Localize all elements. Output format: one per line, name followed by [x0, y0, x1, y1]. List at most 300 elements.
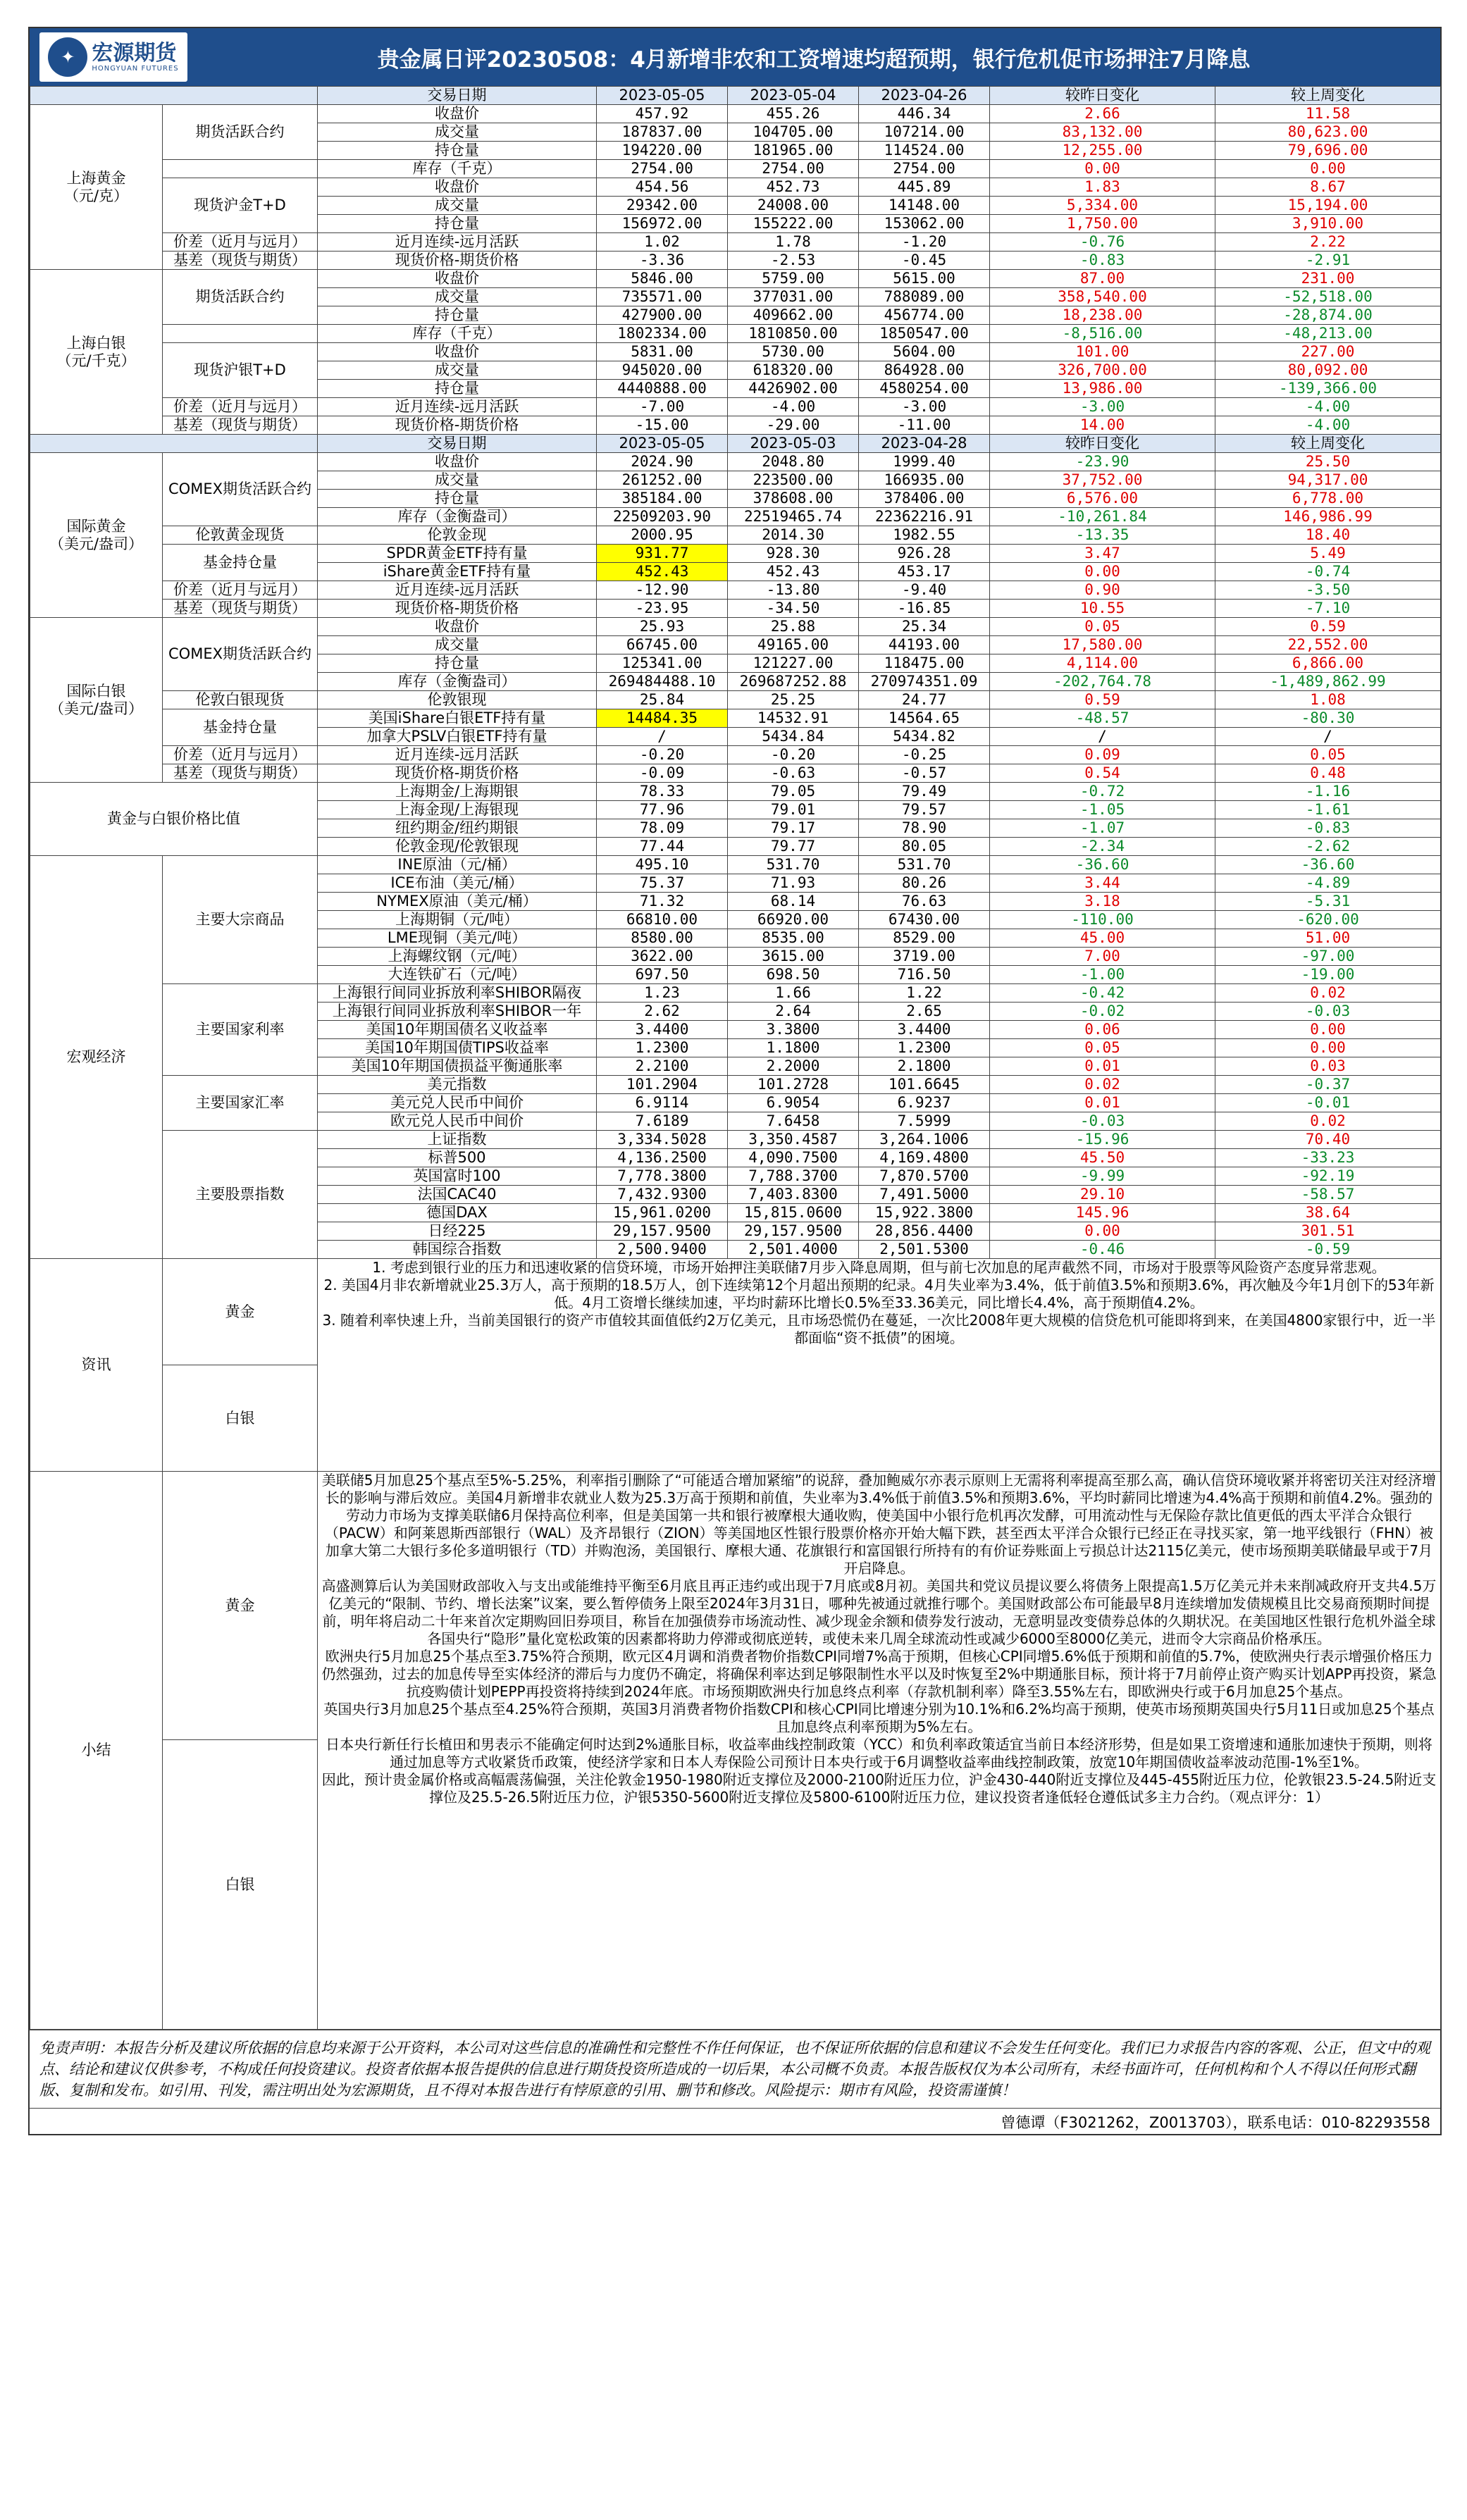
- row-item-label: 近月连续-远月活跃: [318, 398, 597, 416]
- row-value: 227.00: [1215, 343, 1441, 361]
- row-value: -0.20: [597, 746, 728, 764]
- row-value: 14532.91: [728, 709, 859, 728]
- row-value: 452.43: [597, 563, 728, 581]
- row-item-label: iShare黄金ETF持有量: [318, 563, 597, 581]
- row-value: 3622.00: [597, 948, 728, 966]
- row-value: 80.26: [859, 874, 990, 893]
- logo-subtitle: HONGYUAN FUTURES: [92, 64, 179, 73]
- group-label: 宏观经济: [30, 856, 163, 1259]
- row-item-label: 现货价格-期货价格: [318, 764, 597, 783]
- row-item-label: 成交量: [318, 288, 597, 306]
- row-value: -2.62: [1215, 838, 1441, 856]
- row-value: -9.99: [990, 1167, 1215, 1186]
- row-value: 1.66: [728, 984, 859, 1003]
- row-value: 5,334.00: [990, 197, 1215, 215]
- row-value: 1810850.00: [728, 325, 859, 343]
- subgroup-label: 现货沪金T+D: [163, 178, 318, 233]
- row-value: 14.00: [990, 416, 1215, 435]
- row-value: 6,866.00: [1215, 654, 1441, 673]
- row-value: 67430.00: [859, 911, 990, 929]
- row-item-label: NYMEX原油（美元/桶）: [318, 893, 597, 911]
- row-value: 446.34: [859, 105, 990, 123]
- row-value: 22,552.00: [1215, 636, 1441, 654]
- row-item-label: 标普500: [318, 1149, 597, 1167]
- row-value: 2.65: [859, 1003, 990, 1021]
- row-value: 2,501.5300: [859, 1241, 990, 1259]
- row-value: 121227.00: [728, 654, 859, 673]
- row-item-label: 纽约期金/纽约期银: [318, 819, 597, 838]
- row-item-label: 美国iShare白银ETF持有量: [318, 709, 597, 728]
- row-value: 0.05: [1215, 746, 1441, 764]
- table-row: [30, 581, 1441, 600]
- row-value: 7,788.3700: [728, 1167, 859, 1186]
- row-value: -0.03: [990, 1112, 1215, 1131]
- row-value: 5730.00: [728, 343, 859, 361]
- row-value: -11.00: [859, 416, 990, 435]
- header-col: 较上周变化: [1215, 435, 1441, 453]
- row-value: 15,961.0200: [597, 1204, 728, 1222]
- row-value: 45.50: [990, 1149, 1215, 1167]
- row-value: 68.14: [728, 893, 859, 911]
- row-value: 531.70: [728, 856, 859, 874]
- table-row: [30, 105, 1441, 123]
- row-value: 697.50: [597, 966, 728, 984]
- table-row: [30, 545, 1441, 563]
- row-value: -0.76: [990, 233, 1215, 252]
- row-item-label: 美国10年期国债损益平衡通胀率: [318, 1057, 597, 1076]
- row-value: 0.54: [990, 764, 1215, 783]
- row-value: 0.59: [990, 691, 1215, 709]
- row-value: 788089.00: [859, 288, 990, 306]
- row-value: -0.37: [1215, 1076, 1441, 1094]
- row-value: 1802334.00: [597, 325, 728, 343]
- row-item-label: 上海期铜（元/吨）: [318, 911, 597, 929]
- row-value: 4,169.4800: [859, 1149, 990, 1167]
- row-item-label: 收盘价: [318, 270, 597, 288]
- row-value: 14564.65: [859, 709, 990, 728]
- row-value: -7.00: [597, 398, 728, 416]
- row-value: /: [597, 728, 728, 746]
- row-value: 3.3800: [728, 1021, 859, 1039]
- row-value: 79.77: [728, 838, 859, 856]
- row-value: 0.00: [1215, 1021, 1441, 1039]
- header-col: 较昨日变化: [990, 87, 1215, 105]
- row-value: 44193.00: [859, 636, 990, 654]
- row-value: 87.00: [990, 270, 1215, 288]
- row-value: 7,432.9300: [597, 1186, 728, 1204]
- row-value: 3.4400: [597, 1021, 728, 1039]
- row-value: 78.09: [597, 819, 728, 838]
- group-label: 上海白银 （元/千克）: [30, 270, 163, 435]
- row-value: 76.63: [859, 893, 990, 911]
- row-value: 2754.00: [728, 160, 859, 178]
- row-value: 24008.00: [728, 197, 859, 215]
- subgroup-label: 主要国家汇率: [163, 1076, 318, 1131]
- info-gold-label: 黄金: [163, 1259, 318, 1365]
- row-value: -0.72: [990, 783, 1215, 801]
- row-value: 153062.00: [859, 215, 990, 233]
- row-item-label: 上海期金/上海期银: [318, 783, 597, 801]
- row-value: -3.50: [1215, 581, 1441, 600]
- row-value: 104705.00: [728, 123, 859, 142]
- row-value: 28,856.4400: [859, 1222, 990, 1241]
- row-value: 101.2904: [597, 1076, 728, 1094]
- row-value: 94,317.00: [1215, 471, 1441, 490]
- row-value: 8.67: [1215, 178, 1441, 197]
- row-value: 194220.00: [597, 142, 728, 160]
- row-value: 75.37: [597, 874, 728, 893]
- row-value: 5846.00: [597, 270, 728, 288]
- row-item-label: 德国DAX: [318, 1204, 597, 1222]
- header-blank: [30, 435, 318, 453]
- row-value: 385184.00: [597, 490, 728, 508]
- row-value: 29,157.9500: [728, 1222, 859, 1241]
- row-value: -12.90: [597, 581, 728, 600]
- header-col: 2023-04-28: [859, 435, 990, 453]
- header-col: 2023-05-03: [728, 435, 859, 453]
- info-text: 1. 考虑到银行业的压力和迅速收紧的信贷环境，市场开始押注美联储7月步入降息周期，但与前七次加息的尾声截然不同，市场对于股票等风险资产态度异常悲观。 2. 美国4月非农新增就业25.3万人，高于预期的18.5万人，创下连续第12个月超出预期的纪录。4月失业率为3.4%，低于前值3.5%和预期3.6%，再次触及今年1月创下的53年新低。4月工资增长继续加速，平均时薪环比增长0.5%至33.36美元，同比增长4.4%，高于预期值4.2%。 3. 随着利率快速上升，当前美国银行的资产市值较其面值低约2万亿美元，且市场恐慌仍在蔓延，一次比2008年更大规模的信贷危机可能即将到来，在美国4800家银行中，近一半都面临“资不抵债”的困境。: [318, 1259, 1441, 1472]
- row-value: 146,986.99: [1215, 508, 1441, 526]
- row-value: 698.50: [728, 966, 859, 984]
- row-item-label: 伦敦金现: [318, 526, 597, 545]
- row-value: 5759.00: [728, 270, 859, 288]
- row-value: -0.57: [859, 764, 990, 783]
- row-value: 2.2100: [597, 1057, 728, 1076]
- row-value: 4,114.00: [990, 654, 1215, 673]
- row-value: 66810.00: [597, 911, 728, 929]
- row-value: 5.49: [1215, 545, 1441, 563]
- row-value: 7,491.5000: [859, 1186, 990, 1204]
- row-value: 2,500.9400: [597, 1241, 728, 1259]
- row-value: 4,136.2500: [597, 1149, 728, 1167]
- row-item-label: SPDR黄金ETF持有量: [318, 545, 597, 563]
- subgroup-label: 基金持仓量: [163, 545, 318, 581]
- subgroup-label: 基差（现货与期货）: [163, 764, 318, 783]
- row-value: 22519465.74: [728, 508, 859, 526]
- row-item-label: 美元兑人民币中间价: [318, 1094, 597, 1112]
- row-value: 0.00: [1215, 160, 1441, 178]
- row-item-label: 美国10年期国债TIPS收益率: [318, 1039, 597, 1057]
- table-row: [30, 252, 1441, 270]
- header-col: 较上周变化: [1215, 87, 1441, 105]
- row-value: 3,264.1006: [859, 1131, 990, 1149]
- company-logo: [39, 32, 187, 82]
- row-value: 358,540.00: [990, 288, 1215, 306]
- row-value: -36.60: [1215, 856, 1441, 874]
- row-item-label: 现货价格-期货价格: [318, 416, 597, 435]
- row-value: 0.48: [1215, 764, 1441, 783]
- row-item-label: 持仓量: [318, 306, 597, 325]
- header-trade-date: 交易日期: [318, 87, 597, 105]
- row-value: 0.01: [990, 1057, 1215, 1076]
- row-value: 2.2000: [728, 1057, 859, 1076]
- row-value: 0.06: [990, 1021, 1215, 1039]
- row-value: -48,213.00: [1215, 325, 1441, 343]
- subgroup-label: 现货沪银T+D: [163, 343, 318, 398]
- row-value: 5615.00: [859, 270, 990, 288]
- table-row: [30, 398, 1441, 416]
- header-col: 较昨日变化: [990, 435, 1215, 453]
- row-value: 269484488.10: [597, 673, 728, 691]
- row-value: -19.00: [1215, 966, 1441, 984]
- row-value: 79.57: [859, 801, 990, 819]
- row-value: 45.00: [990, 929, 1215, 948]
- row-value: 79.05: [728, 783, 859, 801]
- row-value: 455.26: [728, 105, 859, 123]
- row-value: 25.50: [1215, 453, 1441, 471]
- row-value: -48.57: [990, 709, 1215, 728]
- row-value: 7,778.3800: [597, 1167, 728, 1186]
- row-value: 618320.00: [728, 361, 859, 380]
- row-value: 301.51: [1215, 1222, 1441, 1241]
- row-value: 4580254.00: [859, 380, 990, 398]
- row-value: 118475.00: [859, 654, 990, 673]
- row-item-label: 现货价格-期货价格: [318, 252, 597, 270]
- row-value: 7,403.8300: [728, 1186, 859, 1204]
- row-value: /: [990, 728, 1215, 746]
- row-value: -7.10: [1215, 600, 1441, 618]
- subgroup-label: 伦敦白银现货: [163, 691, 318, 709]
- row-item-label: 成交量: [318, 197, 597, 215]
- row-value: 79,696.00: [1215, 142, 1441, 160]
- row-value: 0.90: [990, 581, 1215, 600]
- row-value: 2.1800: [859, 1057, 990, 1076]
- header-col: 2023-05-04: [728, 87, 859, 105]
- row-value: 409662.00: [728, 306, 859, 325]
- row-value: 2014.30: [728, 526, 859, 545]
- row-value: -1.07: [990, 819, 1215, 838]
- row-value: 269687252.88: [728, 673, 859, 691]
- row-value: 29.10: [990, 1186, 1215, 1204]
- header-col: 2023-05-05: [597, 87, 728, 105]
- row-value: 5434.84: [728, 728, 859, 746]
- row-item-label: 上海银行间同业拆放利率SHIBOR一年: [318, 1003, 597, 1021]
- row-value: 378608.00: [728, 490, 859, 508]
- row-value: 1.78: [728, 233, 859, 252]
- row-value: -15.96: [990, 1131, 1215, 1149]
- row-value: 101.00: [990, 343, 1215, 361]
- row-value: 7.5999: [859, 1112, 990, 1131]
- row-value: 15,815.0600: [728, 1204, 859, 1222]
- info-label: 资讯: [30, 1259, 163, 1472]
- row-value: 80.05: [859, 838, 990, 856]
- row-value: 0.05: [990, 1039, 1215, 1057]
- row-value: 8529.00: [859, 929, 990, 948]
- table-row: [30, 1131, 1441, 1149]
- row-value: 716.50: [859, 966, 990, 984]
- row-value: 12,255.00: [990, 142, 1215, 160]
- row-value: 187837.00: [597, 123, 728, 142]
- row-value: 0.00: [990, 563, 1215, 581]
- row-value: 3719.00: [859, 948, 990, 966]
- row-value: 145.96: [990, 1204, 1215, 1222]
- row-item-label: 上海螺纹钢（元/吨）: [318, 948, 597, 966]
- row-value: 29342.00: [597, 197, 728, 215]
- row-value: -4.00: [1215, 416, 1441, 435]
- row-value: 223500.00: [728, 471, 859, 490]
- row-value: 79.49: [859, 783, 990, 801]
- row-value: -16.85: [859, 600, 990, 618]
- row-value: 378406.00: [859, 490, 990, 508]
- row-item-label: 日经225: [318, 1222, 597, 1241]
- row-value: 0.01: [990, 1094, 1215, 1112]
- subgroup-label: 伦敦黄金现货: [163, 526, 318, 545]
- row-value: -13.80: [728, 581, 859, 600]
- row-value: 427900.00: [597, 306, 728, 325]
- row-value: 14484.35: [597, 709, 728, 728]
- table-row: [30, 709, 1441, 728]
- row-value: 78.90: [859, 819, 990, 838]
- row-value: 3,334.5028: [597, 1131, 728, 1149]
- row-value: 1850547.00: [859, 325, 990, 343]
- table-row: [30, 746, 1441, 764]
- row-value: 2.62: [597, 1003, 728, 1021]
- row-item-label: 库存（千克）: [318, 325, 597, 343]
- header-trade-date: 交易日期: [318, 435, 597, 453]
- row-value: 1.2300: [859, 1039, 990, 1057]
- table-row: [30, 600, 1441, 618]
- row-value: 1,750.00: [990, 215, 1215, 233]
- table-row: [30, 526, 1441, 545]
- summary-section: [30, 1472, 1441, 1740]
- table-row: [30, 233, 1441, 252]
- row-value: 66920.00: [728, 911, 859, 929]
- row-value: 80,092.00: [1215, 361, 1441, 380]
- summary-text: 美联储5月加息25个基点至5%-5.25%，利率指引删除了“可能适合增加紧缩”的说辞，叠加鲍威尔亦表示原则上无需将利率提高至那么高，确认信贷环境收紧并将密切关注对经济增长的影响与滞后效应。美国4月新增非农就业人数为25.3万高于预期和前值，失业率为3.4%低于前值3.5%和预期3.6%，平均时薪同比增速为4.4%高于预期和前值4.2%。强劲的劳动力市场为支撑美联储6月保持高位利率，但是美国第一共和银行被摩根大通收购，使美国中小银行危机再次发酵，可用流动性与无保险存款比值更低的西太平洋合众银行（PACW）和阿莱恩斯西部银行（WAL）及齐昂银行（ZION）等美国地区性银行股票价格亦开始大幅下跌，甚至西太平洋合众银行已经正在寻找买家，第一地平线银行（FHN）被加拿大第二大银行多伦多道明银行（TD）并购泡汤，美国银行、摩根大通、花旗银行和富国银行所持有的有价证券账面上亏损总计达2115亿美元，使市场预期美联储最早或于7月开启降息。 高盛测算后认为美国财政部收入与支出或能维持平衡至6月底且再正违约或出现于7月底或8月初。美国共和党议员提议要么将债务上限提高1.5万亿美元并未来削减政府开支共4.5万亿美元的“限制、节约、增长法案”议案，要么暂停债务上限至2024年3月31日，哪种先被通过就推行哪个。美国财政部公布可能最早8月连续增加发债规模且比交易商预期时间提前，明年将启动二十年来首次定期购回旧券项目，称旨在加强债券市场流动性、减少现金余额和债券发行波动，无意明显改变债券总体的久期状况。在美国地区性银行危机外溢全球各国央行“隐形”量化宽松政策的因素都将助力停滞或彻底逆转，或使未来几周全球流动性或减少6000至8000亿美元，进而令大宗商品价格承压。 欧洲央行5月加息25个基点至3.75%符合预期，欧元区4月调和消费者物价指数CPI同增7%高于预期，但核心CPI同增5.6%低于预期和前值的5.7%，使欧洲央行表示增强价格压力仍然强劲，过去的加息传导至实体经济的滞后与力度仍不确定，将确保利率达到足够限制性水平以及时恢复至2%中期通胀目标，预计将于7月前停止资产购买计划APP再投资，紧急抗疫购债计划PEPP再投资将持续到2024年底。市场预期欧洲央行加息终点利率（存款机制利率）降至3.55%左右，即欧洲央行或于6月加息25个基点。 英国央行3月加息25个基点至4.25%符合预期，英国3月消费者物价指数CPI和核心CPI同比增速分别为10.1%和6.2%均高于预期，使英市场预期英国央行5月11日或加息25个基点且加息终点利率预期为5%左右。 日本央行新任行长植田和男表示不能确定何时达到2%通胀目标，收益率曲线控制政策（YCC）和负利率政策适宜当前日本经济形势，但是如果工资增速和通胀加速快于预期，则将通过加息等方式收紧货币政策，使经济学家和日本人寿保险公司预计日本央行或于6月调整收益率曲线控制政策，放宽10年期国债收益率波动范围-1%至1%。 因此，预计贵金属价格或高幅震荡偏强，关注伦敦金1950-1980附近支撑位及2000-2100附近压力位，沪金430-440附近支撑位及445-455附近压力位，伦敦银23.5-24.5附近支撑位及25.5-26.5附近压力位，沪银5350-5600附近支撑位及5800-6100附近压力位，建议投资者逢低轻仓遵低试多主力合约。（观点评分：1）: [318, 1472, 1441, 2030]
- row-value: 114524.00: [859, 142, 990, 160]
- row-value: -36.60: [990, 856, 1215, 874]
- row-value: 452.43: [728, 563, 859, 581]
- row-value: 6.9114: [597, 1094, 728, 1112]
- subgroup-label: 期货活跃合约: [163, 270, 318, 325]
- row-value: 457.92: [597, 105, 728, 123]
- group-label: 国际黄金 （美元/盎司）: [30, 453, 163, 618]
- row-value: -33.23: [1215, 1149, 1441, 1167]
- row-value: -0.25: [859, 746, 990, 764]
- row-value: -4.00: [728, 398, 859, 416]
- row-value: -1.05: [990, 801, 1215, 819]
- row-value: 231.00: [1215, 270, 1441, 288]
- row-item-label: LME现铜（美元/吨）: [318, 929, 597, 948]
- table-row: [30, 764, 1441, 783]
- row-value: -0.83: [1215, 819, 1441, 838]
- row-value: -9.40: [859, 581, 990, 600]
- row-value: -58.57: [1215, 1186, 1441, 1204]
- row-value: 78.33: [597, 783, 728, 801]
- summary-gold-label: 黄金: [163, 1472, 318, 1740]
- row-value: 0.09: [990, 746, 1215, 764]
- row-value: 3,350.4587: [728, 1131, 859, 1149]
- row-value: 15,922.3800: [859, 1204, 990, 1222]
- row-value: 14148.00: [859, 197, 990, 215]
- subgroup-label: 主要股票指数: [163, 1131, 318, 1259]
- row-value: -3.00: [990, 398, 1215, 416]
- row-item-label: 伦敦金现/伦敦银现: [318, 838, 597, 856]
- row-item-label: 近月连续-远月活跃: [318, 233, 597, 252]
- subgroup-label: 主要国家利率: [163, 984, 318, 1076]
- row-value: 1.08: [1215, 691, 1441, 709]
- row-value: 1999.40: [859, 453, 990, 471]
- row-value: 6,778.00: [1215, 490, 1441, 508]
- row-value: 25.84: [597, 691, 728, 709]
- info-silver-label: 白银: [163, 1365, 318, 1472]
- row-value: 25.88: [728, 618, 859, 636]
- subgroup-label: 基差（现货与期货）: [163, 252, 318, 270]
- row-value: 49165.00: [728, 636, 859, 654]
- row-value: 2.66: [990, 105, 1215, 123]
- row-value: 66745.00: [597, 636, 728, 654]
- subgroup-label: 价差（近月与远月）: [163, 398, 318, 416]
- row-value: 7.6189: [597, 1112, 728, 1131]
- table-row: [30, 1076, 1441, 1094]
- row-value: 79.17: [728, 819, 859, 838]
- row-value: 2.64: [728, 1003, 859, 1021]
- row-value: 0.02: [1215, 1112, 1441, 1131]
- row-value: 3.4400: [859, 1021, 990, 1039]
- row-value: 1.83: [990, 178, 1215, 197]
- subgroup-label: 期货活跃合约: [163, 105, 318, 160]
- row-value: -0.03: [1215, 1003, 1441, 1021]
- row-value: -0.20: [728, 746, 859, 764]
- row-value: -52,518.00: [1215, 288, 1441, 306]
- table-row: [30, 691, 1441, 709]
- row-value: 3.44: [990, 874, 1215, 893]
- row-value: 3,910.00: [1215, 215, 1441, 233]
- row-value: 3615.00: [728, 948, 859, 966]
- row-value: 0.00: [990, 160, 1215, 178]
- row-value: 452.73: [728, 178, 859, 197]
- row-value: 456774.00: [859, 306, 990, 325]
- row-item-label: 持仓量: [318, 142, 597, 160]
- row-value: 7.6458: [728, 1112, 859, 1131]
- row-value: -15.00: [597, 416, 728, 435]
- row-value: 495.10: [597, 856, 728, 874]
- row-value: 5434.82: [859, 728, 990, 746]
- report-title: 贵金属日评20230508：4月新增非农和工资增速均超预期，银行危机促市场押注7月降息: [377, 46, 1251, 73]
- row-value: 11.58: [1215, 105, 1441, 123]
- date-header-row: [30, 435, 1441, 453]
- row-item-label: 伦敦银现: [318, 691, 597, 709]
- row-value: 181965.00: [728, 142, 859, 160]
- row-value: 125341.00: [597, 654, 728, 673]
- row-value: -110.00: [990, 911, 1215, 929]
- row-value: 454.56: [597, 178, 728, 197]
- row-value: 166935.00: [859, 471, 990, 490]
- subgroup-label: 基差（现货与期货）: [163, 416, 318, 435]
- row-item-label: 欧元兑人民币中间价: [318, 1112, 597, 1131]
- row-item-label: 上证指数: [318, 1131, 597, 1149]
- row-value: -0.46: [990, 1241, 1215, 1259]
- row-item-label: 英国富时100: [318, 1167, 597, 1186]
- row-value: 5831.00: [597, 343, 728, 361]
- row-value: 6.9237: [859, 1094, 990, 1112]
- row-value: 2000.95: [597, 526, 728, 545]
- row-value: 1.1800: [728, 1039, 859, 1057]
- row-item-label: 成交量: [318, 636, 597, 654]
- row-value: 945020.00: [597, 361, 728, 380]
- row-item-label: 持仓量: [318, 215, 597, 233]
- row-value: -0.02: [990, 1003, 1215, 1021]
- row-value: 0.00: [990, 1222, 1215, 1241]
- report-sheet: [28, 27, 1442, 2135]
- row-value: 77.44: [597, 838, 728, 856]
- row-value: 4426902.00: [728, 380, 859, 398]
- row-value: -3.36: [597, 252, 728, 270]
- row-value: 261252.00: [597, 471, 728, 490]
- row-value: 0.59: [1215, 618, 1441, 636]
- row-value: 1.2300: [597, 1039, 728, 1057]
- row-value: -34.50: [728, 600, 859, 618]
